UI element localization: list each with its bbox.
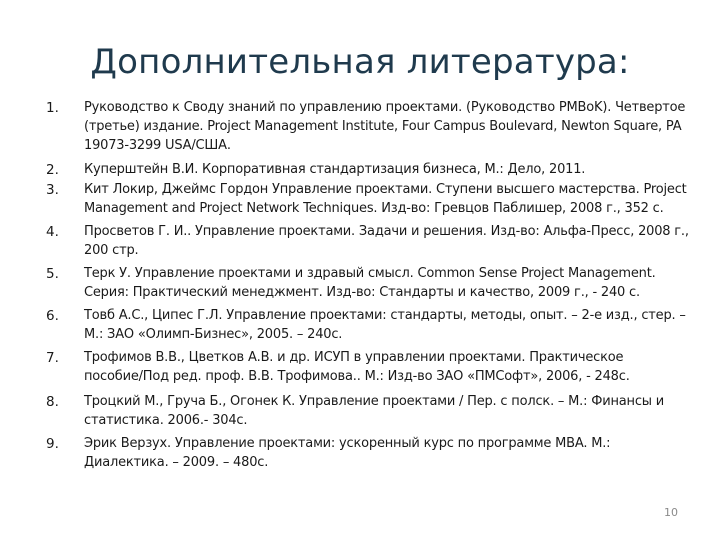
reference-text	[84, 160, 714, 179]
reference-text	[84, 222, 714, 260]
reference-line: Товб А.С., Ципес Г.Л. Управление проектами: стандарты, методы, опыт. – 2-е изд., стер. –	[84, 308, 686, 323]
reference-line: Троцкий М., Груча Б., Огонек К. Управление проектами / Пер. с полск. – М.: Финансы и	[84, 394, 665, 409]
reference-line: 200 стр.	[84, 243, 139, 259]
slide-title: Дополнительная литература:	[90, 42, 630, 82]
reference-number: 5.	[46, 266, 59, 282]
reference-text	[84, 392, 714, 430]
reference-number: 3.	[46, 182, 59, 198]
reference-number: 7.	[46, 350, 59, 366]
page-number: 10	[664, 506, 678, 519]
reference-text	[84, 348, 714, 386]
reference-text	[84, 306, 714, 344]
reference-line: Трофимов В.В., Цветков А.В. и др. ИСУП в управлении проектами. Практическое	[84, 350, 624, 365]
reference-text	[84, 98, 714, 156]
reference-line: Серия: Практический менеджмент. Изд-во: Стандарты и качество, 2009 г., ‑ 240 с.	[84, 285, 640, 301]
reference-line: Руководство к Своду знаний по управлению проектами. (Руководство PMBoK). Четвертое	[84, 100, 686, 115]
reference-line: М.: ЗАО «Олимп-Бизнес», 2005. – 240с.	[84, 327, 343, 343]
reference-line: пособие/Под ред. проф. В.В. Трофимова.. М.: Изд-во ЗАО «ПМСофт», 2006, ‑ 248с.	[84, 369, 630, 385]
reference-line: Диалектика. – 2009. – 480с.	[84, 455, 269, 471]
reference-text	[84, 264, 714, 302]
reference-number: 4.	[46, 224, 59, 240]
reference-line: Терк У. Управление проектами и здравый смысл. Common Sense Project Management.	[84, 266, 656, 281]
reference-number: 6.	[46, 308, 59, 324]
reference-line: Куперштейн В.И. Корпоративная стандартизация бизнеса, М.: Дело, 2011.	[84, 162, 586, 177]
reference-number: 8.	[46, 394, 59, 410]
reference-text	[84, 180, 714, 218]
reference-number: 1.	[46, 100, 59, 116]
reference-text	[84, 434, 714, 472]
reference-line: Эрик Верзух. Управление проектами: ускоренный курс по программе MBA. М.:	[84, 436, 611, 451]
reference-line: статистика. 2006.‑ 304с.	[84, 413, 248, 429]
reference-line: 19073-3299 USA/США.	[84, 138, 231, 154]
reference-number: 9.	[46, 436, 59, 452]
reference-line: Просветов Г. И.. Управление проектами. Задачи и решения. Изд-во: Альфа-Пресс, 2008 г.,	[84, 224, 689, 239]
reference-line: Management and Project Network Techniques. Изд-во: Гревцов Паблишер, 2008 г., 352 с.	[84, 201, 664, 217]
reference-line: Кит Локир, Джеймс Гордон Управление проектами. Ступени высшего мастерства. Project	[84, 182, 687, 197]
reference-line: (третье) издание. Project Management Institute, Four Campus Boulevard, Newton Square, PA	[84, 119, 682, 135]
reference-number: 2.	[46, 162, 59, 178]
